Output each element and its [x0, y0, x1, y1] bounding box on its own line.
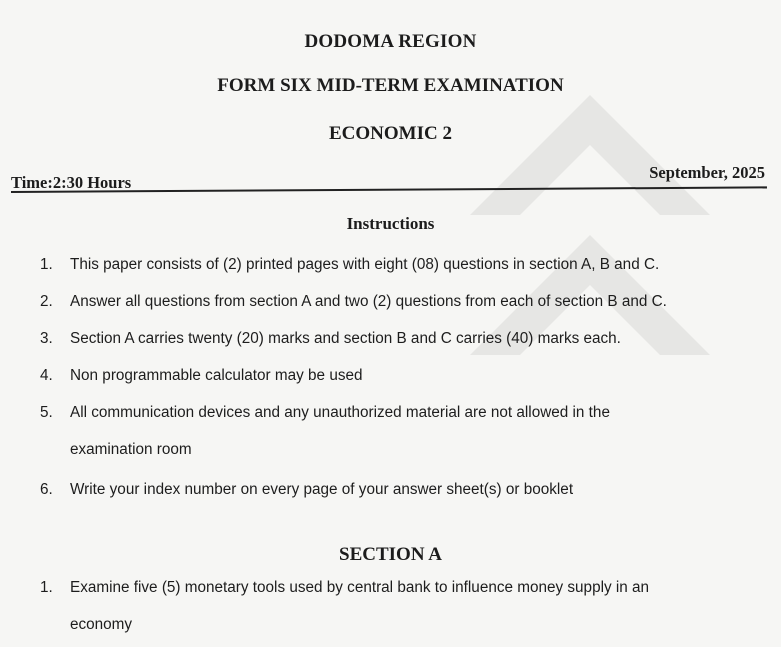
section-a-questions	[40, 579, 775, 634]
instructions-heading: Instructions	[346, 214, 435, 233]
instruction-number: 4.	[40, 367, 53, 384]
instruction-text: This paper consists of (2) printed pages with eight (08) questions in section A, B and C.	[70, 256, 660, 273]
instruction-text: Non programmable calculator may be used	[70, 367, 363, 384]
instruction-text: Section A carries twenty (20) marks and section B and C carries (40) marks each.	[70, 330, 621, 347]
instruction-text: Answer all questions from section A and two (2) questions from each of section B and C.	[70, 293, 667, 310]
instruction-item	[40, 256, 775, 293]
instruction-text: Write your index number on every page of your answer sheet(s) or booklet	[70, 481, 574, 498]
instruction-item	[40, 481, 775, 518]
instruction-text-line1: All communication devices and any unauthorized material are not allowed in the	[70, 404, 610, 421]
question-text-line1: Examine five (5) monetary tools used by central bank to influence money supply in an	[70, 579, 650, 596]
instruction-number: 5.	[40, 404, 53, 421]
subject-title: ECONOMIC 2	[329, 123, 452, 144]
instruction-number: 3.	[40, 330, 53, 347]
question-number: 1.	[40, 579, 53, 596]
question-item	[40, 579, 775, 634]
instructions-list	[40, 256, 775, 518]
question-text-line2: economy	[70, 616, 133, 633]
exam-title: FORM SIX MID-TERM EXAMINATION	[217, 75, 564, 96]
region-title: DODOMA REGION	[304, 31, 477, 52]
instruction-item	[40, 367, 775, 404]
exam-date: September, 2025	[649, 163, 765, 182]
instruction-text-line2: examination room	[70, 441, 192, 458]
instruction-number: 6.	[40, 481, 53, 498]
section-a-heading: SECTION A	[339, 544, 442, 565]
instruction-item	[40, 404, 775, 481]
instruction-item	[40, 330, 775, 367]
instruction-number: 1.	[40, 256, 53, 273]
instruction-number: 2.	[40, 293, 53, 310]
time-allowed: Time:2:30 Hours	[11, 173, 132, 192]
instruction-item	[40, 293, 775, 330]
